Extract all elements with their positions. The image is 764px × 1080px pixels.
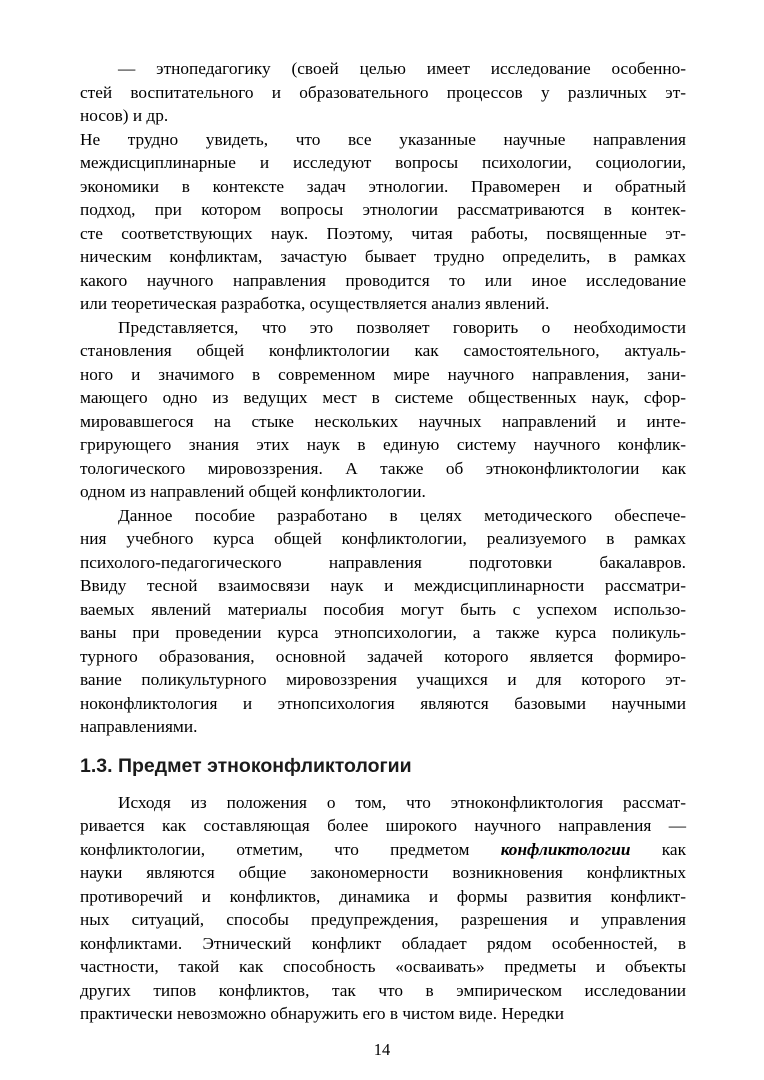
text-line: психолого-педагогического направления подготовки бакалавров.	[80, 552, 686, 572]
text-line: стей воспитательного и образовательного процессов у различных эт-	[80, 82, 686, 102]
text-line: тологического мировоззрения. А также об этноконфликтологии как	[80, 458, 686, 478]
text-line: других типов конфликтов, так что в эмпирическом исследовании	[80, 980, 686, 1000]
paragraph-5	[80, 791, 686, 1026]
text-line: конфликтологии, отметим, что предметом конфликтологии как	[80, 839, 686, 859]
text-line: Не трудно увидеть, что все указанные научные направления	[80, 129, 686, 149]
emphasized-term: конфликтологии	[500, 839, 631, 859]
text-line: ния учебного курса общей конфликтологии, реализуемого в рамках	[80, 529, 686, 548]
text-line: экономики в контексте задач этнологии. Правомерен и обратный	[80, 176, 686, 196]
text-line: конфликтами. Этнический конфликт обладает рядом особенностей, в	[80, 933, 686, 953]
text-line: ного и значимого в современном мире научного направления, зани-	[80, 364, 686, 384]
text-line: науки являются общие закономерности возникновения конфликтных	[80, 863, 686, 882]
text-line: мающего одно из ведущих мест в системе общественных наук, сфор-	[80, 388, 686, 407]
text-line: ноконфликтология и этнопсихология являются базовыми научными	[80, 693, 686, 713]
text-line: ных ситуаций, способы предупреждения, разрешения и управления	[80, 910, 686, 929]
text-line: Данное пособие разработано в целях методического обеспече-	[118, 505, 686, 525]
paragraph-4	[80, 504, 686, 739]
text-line: мировавшегося на стыке нескольких научных направлений и инте-	[80, 411, 686, 431]
paragraph-3	[80, 316, 686, 504]
page-body	[80, 57, 686, 1026]
text-line: практически невозможно обнаружить его в чистом виде. Нередки	[80, 1004, 565, 1023]
text-line: одном из направлений общей конфликтологии.	[80, 482, 426, 501]
paragraph-1	[80, 57, 686, 128]
text-line: Исходя из положения о том, что этноконфликтология рассмат-	[118, 792, 686, 812]
text-line: ваны при проведении курса этнопсихологии, а также курса поликуль-	[80, 623, 686, 642]
page-number: 14	[373, 1040, 391, 1059]
paragraph-2	[80, 128, 686, 316]
text-line: вание поликультурного мировоззрения учащихся и для которого эт-	[80, 670, 686, 689]
text-line: противоречий и конфликтов, динамика и формы развития конфликт-	[80, 886, 686, 906]
text-line: носов) и др.	[80, 106, 169, 125]
text-line: какого научного направления проводится то или иное исследование	[80, 270, 686, 290]
text-line: подход, при котором вопросы этнологии рассматриваются в контек-	[80, 200, 686, 219]
text-line: частности, такой как способность «осваивать» предметы и объекты	[80, 957, 686, 976]
text-line: сте соответствующих наук. Поэтому, читая работы, посвященные эт-	[80, 223, 686, 243]
text-line: ваемых явлений материалы пособия могут быть с успехом использо-	[80, 599, 686, 619]
text-line: становления общей конфликтологии как самостоятельного, актуаль-	[80, 341, 686, 360]
page-footer	[0, 1040, 764, 1060]
text-line: направлениями.	[80, 717, 198, 736]
text-line: или теоретическая разработка, осуществляется анализ явлений.	[80, 294, 550, 313]
text-line: ривается как составляющая более широкого научного направления —	[80, 816, 686, 835]
text-line: ническим конфликтам, зачастую бывает трудно определить, в рамках	[80, 247, 686, 266]
section-heading: 1.3. Предмет этноконфликтологии	[80, 754, 412, 777]
text-line: — этнопедагогику (своей целью имеет исследование особенно-	[118, 59, 686, 78]
text-line: грирующего знания этих наук в единую систему научного конфлик-	[80, 435, 686, 454]
text-line: Представляется, что это позволяет говорить о необходимости	[118, 317, 686, 337]
text-line: турного образования, основной задачей которого является формиро-	[80, 646, 686, 666]
text-line: Ввиду тесной взаимосвязи наук и междисциплинарности рассматри-	[80, 576, 686, 595]
text-line: междисциплинарные и исследуют вопросы психологии, социологии,	[80, 153, 686, 172]
